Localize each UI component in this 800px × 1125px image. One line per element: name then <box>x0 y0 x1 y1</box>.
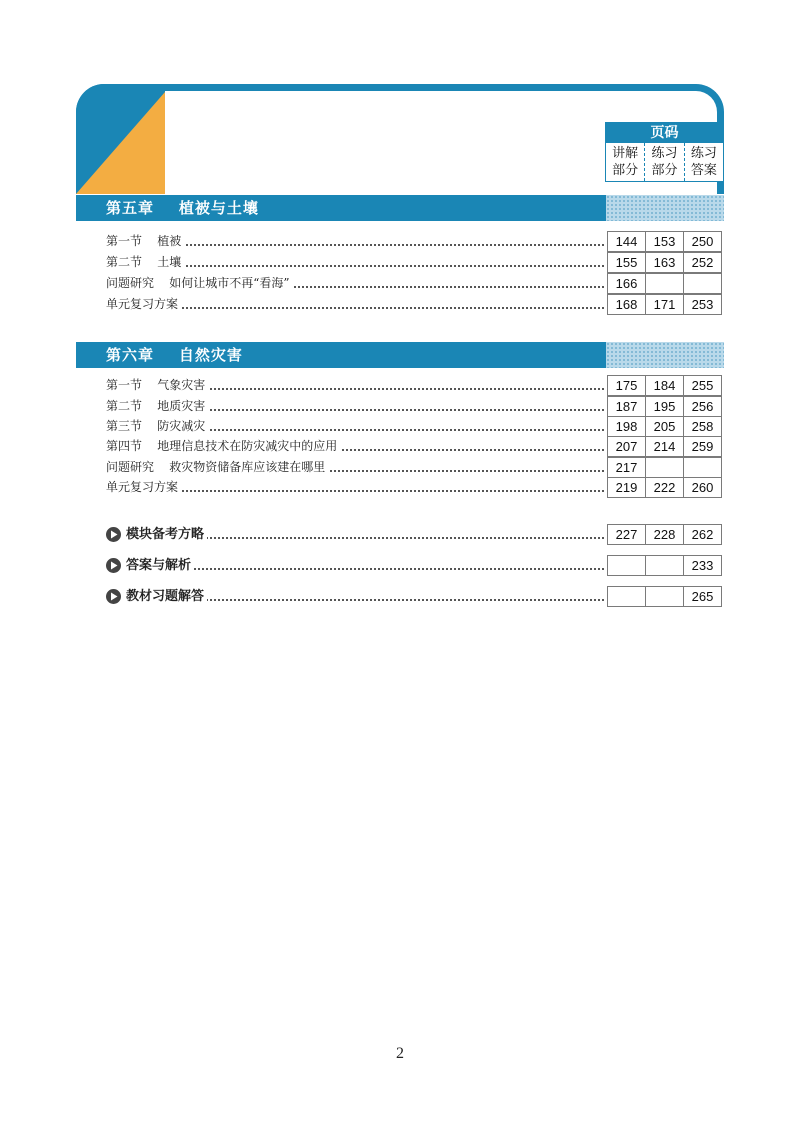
page-cell-answers: 262 <box>683 524 722 545</box>
legend-col-answers-line1: 练习 <box>690 146 717 161</box>
chapter-6-title: 第六章 自然灾害 <box>106 346 243 364</box>
page-cell-answers: 253 <box>683 294 722 315</box>
page-cell-answers: 258 <box>683 416 722 437</box>
chapter-6-bar <box>76 342 724 368</box>
toc-row[interactable] <box>106 396 724 417</box>
page-cell-lecture: 219 <box>607 477 646 498</box>
page-cell-answers <box>683 273 722 294</box>
page-cell-answers: 259 <box>683 436 722 457</box>
toc-row[interactable] <box>106 416 724 437</box>
page-cell-answers: 260 <box>683 477 722 498</box>
extra-row-label: 教材习题解答 <box>126 586 207 607</box>
page-cell-lecture: 207 <box>607 436 646 457</box>
legend-col-answers-line2: 答案 <box>690 163 717 178</box>
toc-row[interactable] <box>106 375 724 396</box>
page-cell-answers <box>683 457 722 478</box>
page-cell-exercise: 171 <box>645 294 684 315</box>
page-cell-exercise: 163 <box>645 252 684 273</box>
page-cell-answers: 256 <box>683 396 722 417</box>
play-arrow-icon <box>106 558 121 573</box>
toc-row-label: 第一节 植被 <box>106 231 184 252</box>
banner-corner-graphic <box>76 84 165 194</box>
extra-row-label: 模块备考方略 <box>126 524 207 545</box>
page-cell-lecture: 187 <box>607 396 646 417</box>
extra-row-exam-strategy[interactable] <box>106 524 724 545</box>
toc-row[interactable] <box>106 252 724 273</box>
page-cell-answers: 255 <box>683 375 722 396</box>
page-cell-exercise: 153 <box>645 231 684 252</box>
page-cell-answers: 265 <box>683 586 722 607</box>
page-legend-title: 页码 <box>606 123 723 143</box>
page-cell-exercise <box>645 555 684 576</box>
page-number-legend <box>605 122 724 182</box>
extra-row-textbook-solutions[interactable] <box>106 586 724 607</box>
page-cell-lecture <box>607 555 646 576</box>
extra-row-answers[interactable] <box>106 555 724 576</box>
toc-row[interactable] <box>106 436 724 457</box>
toc-row-label: 问题研究 救灾物资储备库应该建在哪里 <box>106 457 328 478</box>
legend-col-lecture-line1: 讲解 <box>612 146 639 161</box>
toc-row-label: 第四节 地理信息技术在防灾减灾中的应用 <box>106 436 340 457</box>
page-cell-exercise: 222 <box>645 477 684 498</box>
page-cell-exercise: 205 <box>645 416 684 437</box>
chapter-5-title: 第五章 植被与土壤 <box>106 199 259 217</box>
toc-row-label: 单元复习方案 <box>106 477 181 498</box>
page-cell-lecture: 166 <box>607 273 646 294</box>
page-cell-exercise: 214 <box>645 436 684 457</box>
toc-row-label: 第一节 气象灾害 <box>106 375 208 396</box>
extra-row-label: 答案与解析 <box>126 555 194 576</box>
toc-row[interactable] <box>106 477 724 498</box>
page-cell-answers: 250 <box>683 231 722 252</box>
toc-row[interactable] <box>106 457 724 478</box>
page-cell-exercise: 228 <box>645 524 684 545</box>
dot-leader <box>126 568 604 570</box>
page-cell-exercise <box>645 273 684 294</box>
toc-row-label: 第二节 土壤 <box>106 252 184 273</box>
page-cell-exercise <box>645 457 684 478</box>
page-cell-lecture: 144 <box>607 231 646 252</box>
toc-row-label: 第三节 防灾减灾 <box>106 416 208 437</box>
page-cell-lecture: 227 <box>607 524 646 545</box>
legend-col-answers <box>685 143 723 181</box>
legend-col-exercise-line1: 练习 <box>651 146 678 161</box>
page-cell-answers: 252 <box>683 252 722 273</box>
page-cell-lecture: 198 <box>607 416 646 437</box>
page-cell-exercise <box>645 586 684 607</box>
play-arrow-icon <box>106 527 121 542</box>
page-cell-exercise: 195 <box>645 396 684 417</box>
page-number: 2 <box>396 1045 404 1062</box>
toc-row-label: 第二节 地质灾害 <box>106 396 208 417</box>
page-cell-exercise: 184 <box>645 375 684 396</box>
toc-row[interactable] <box>106 294 724 315</box>
toc-row-label: 单元复习方案 <box>106 294 181 315</box>
legend-col-lecture-line2: 部分 <box>612 163 639 178</box>
toc-row[interactable] <box>106 273 724 294</box>
page-cell-lecture: 217 <box>607 457 646 478</box>
page-cell-lecture: 175 <box>607 375 646 396</box>
page-cell-lecture <box>607 586 646 607</box>
toc-row-label: 问题研究 如何让城市不再“看海” <box>106 273 293 294</box>
page-cell-answers: 233 <box>683 555 722 576</box>
page-cell-lecture: 168 <box>607 294 646 315</box>
page-cell-lecture: 155 <box>607 252 646 273</box>
toc-row[interactable] <box>106 231 724 252</box>
legend-col-exercise-line2: 部分 <box>651 163 678 178</box>
legend-col-exercise <box>645 143 684 181</box>
play-arrow-icon <box>106 589 121 604</box>
chapter-5-bar <box>76 195 724 221</box>
legend-col-lecture <box>606 143 645 181</box>
